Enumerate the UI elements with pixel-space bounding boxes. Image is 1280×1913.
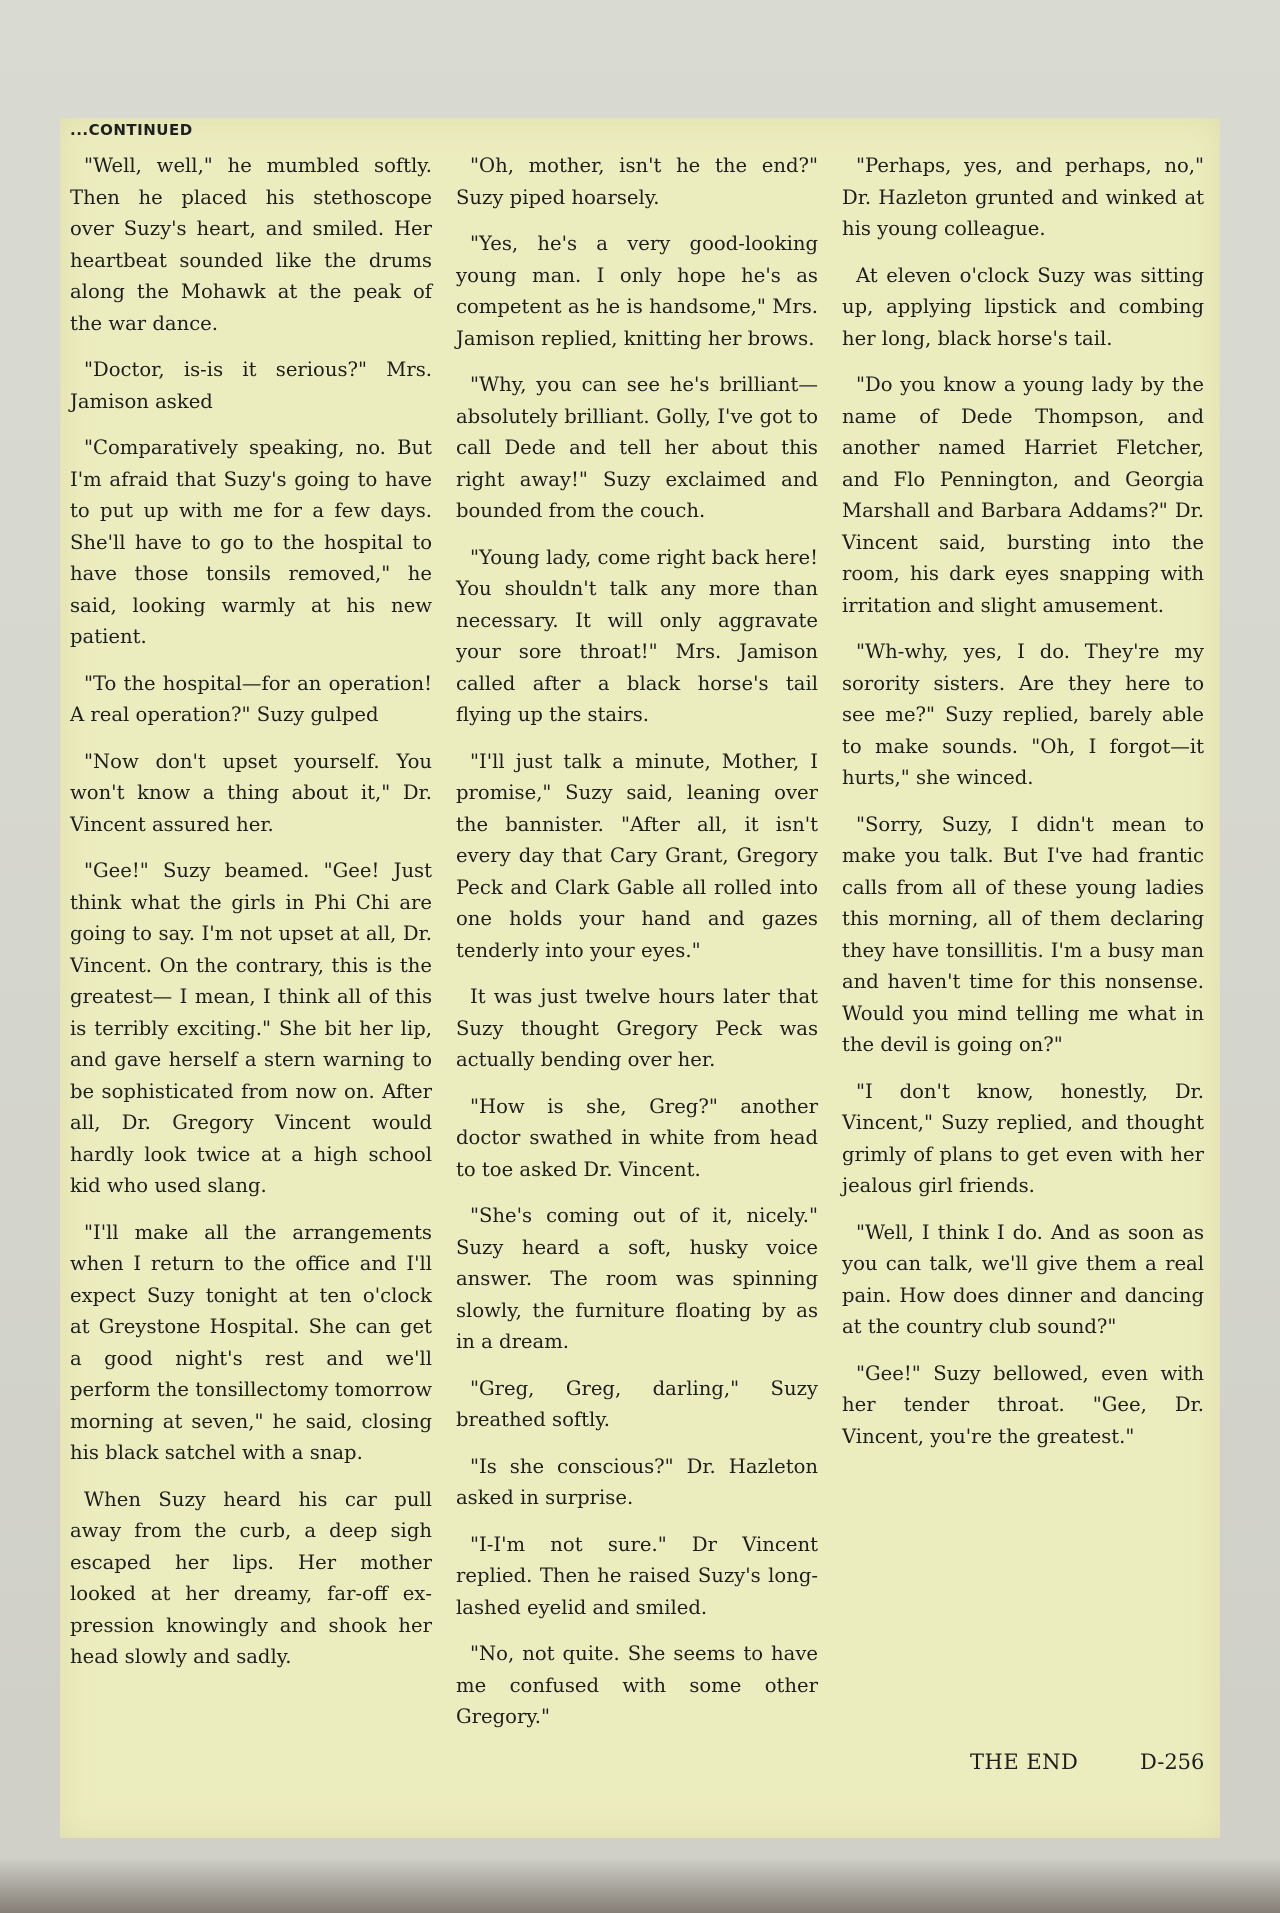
paragraph: "Do you know a young lady by the name of Dede Thompson, and another named Harriet Fletcher, and Flo Pennington, and Georgia Marshall and Barbara Addams?" Dr. Vincent said, bursting into the room, his dark eyes snapping with irritation and slight amusement. <box>842 373 1204 617</box>
paragraph: "Wh-why, yes, I do. They're my sorority sisters. Are they here to see me?" Suzy replied, barely able to make sounds. "Oh, I forgot—it hurts," she winced. <box>842 640 1204 789</box>
continued-label: ...CONTINUED <box>70 121 193 139</box>
paragraph: "She's coming out of it, nicely." Suzy heard a soft, husky voice answer. The room was spinning slowly, the furniture floating by as in a dream. <box>456 1204 818 1353</box>
paragraph: "I don't know, honestly, Dr. Vincent," Suzy replied, and thought grimly of plans to get even with her jealous girl friends. <box>842 1079 1204 1197</box>
paragraph: "Why, you can see he's brilliant—absolutely brilliant. Golly, I've got to call Dede and tell her about this right away!" Suzy exclaimed and bounded from the couch. <box>456 373 818 522</box>
paragraph: "Comparatively speaking, no. But I'm afraid that Suzy's going to have to put up with me for a few days. She'll have to go to the hospital to have those tonsils removed," he said, looking warmly at his new patient. <box>70 436 432 648</box>
the-end-label: THE END <box>970 1750 1079 1774</box>
story-column-3 <box>842 150 1204 1467</box>
paragraph: "Oh, mother, isn't he the end?" Suzy piped hoarsely. <box>456 154 818 209</box>
paragraph: "To the hospital—for an operation! A real operation?" Suzy gulped <box>70 671 432 726</box>
story-column-2 <box>456 150 818 1748</box>
page-bottom-shadow <box>0 1858 1280 1913</box>
paragraph: "How is she, Greg?" another doctor swathed in white from head to toe asked Dr. Vincent. <box>456 1094 818 1181</box>
paragraph: "No, not quite. She seems to have me confused with some other Gregory." <box>456 1642 818 1728</box>
paragraph: "Perhaps, yes, and perhaps, no," Dr. Hazleton grunted and winked at his young colleague. <box>842 154 1204 240</box>
paragraph: "I-I'm not sure." Dr Vincent replied. Then he raised Suzy's long-lashed eyelid and smiled. <box>456 1532 818 1619</box>
paragraph: "Sorry, Suzy, I didn't mean to make you talk. But I've had frantic calls from all of these young ladies this morning, all of them declaring they have tonsillitis. I'm a busy man and haven't time for this nonsense. Would you mind telling me what in the devil is going on?" <box>842 812 1204 1056</box>
paragraph: "I'll just talk a minute, Mother, I promise," Suzy said, leaning over the bannister. "After all, it isn't every day that Cary Grant, Gregory Peck and Clark Gable all rolled into one holds your hand and gazes tenderly into your eyes." <box>456 749 818 962</box>
paragraph: "Yes, he's a very good-looking young man. I only hope he's as competent as he is handsome," Mrs. Jamison replied, knitting her brows. <box>456 232 818 350</box>
paragraph: "Doctor, is-is it serious?" Mrs. Jamison asked <box>70 358 432 413</box>
story-code: D-256 <box>1140 1750 1205 1774</box>
paragraph: "Is she conscious?" Dr. Hazleton asked in surprise. <box>456 1454 818 1509</box>
paragraph: It was just twelve hours later that Suzy thought Gregory Peck was actually bending over her. <box>456 985 818 1071</box>
paragraph: "Well, I think I do. And as soon as you can talk, we'll give them a real pain. How does dinner and dancing at the country club sound?" <box>842 1220 1204 1338</box>
paragraph: When Suzy heard his car pull away from the curb, a deep sigh escaped her lips. Her mother looked at her dreamy, far-off expression knowingly and shook her head slowly and sadly. <box>70 1487 432 1668</box>
paragraph: "I'll make all the arrangements when I return to the office and I'll expect Suzy tonight at ten o'clock at Greystone Hospital. She can get a good night's rest and we'll perform the tonsillectomy tomorrow morning at seven," he said, closing his black satchel with a snap. <box>70 1220 432 1464</box>
paragraph: "Gee!" Suzy bellowed, even with her tender throat. "Gee, Dr. Vincent, you're the greatest." <box>842 1361 1204 1448</box>
story-column-1 <box>70 150 432 1688</box>
paragraph: "Greg, Greg, darling," Suzy breathed softly. <box>456 1376 818 1431</box>
paragraph: At eleven o'clock Suzy was sitting up, applying lipstick and combing her long, black horse's tail. <box>842 263 1204 350</box>
paragraph: "Gee!" Suzy beamed. "Gee! Just think what the girls in Phi Chi are going to say. I'm not upset at all, Dr. Vincent. On the contrary, this is the greatest— I mean, I think all of this is terribly exciting." She bit her lip, and gave herself a stern warning to be sophisticated from now on. After all, Dr. Gregory Vincent would hardly look twice at a high school kid who used slang. <box>70 859 432 1197</box>
paragraph: "Young lady, come right back here! You shouldn't talk any more than necessary. It will only aggravate your sore throat!" Mrs. Jamison called after a black horse's tail flying up the stairs. <box>456 545 818 726</box>
paragraph: "Now don't upset yourself. You won't know a thing about it," Dr. Vincent assured her. <box>70 749 432 836</box>
paragraph: "Well, well," he mumbled softly. Then he placed his stethoscope over Suzy's heart, and smiled. Her heartbeat sounded like the drums along the Mohawk at the peak of the war dance. <box>70 154 432 335</box>
